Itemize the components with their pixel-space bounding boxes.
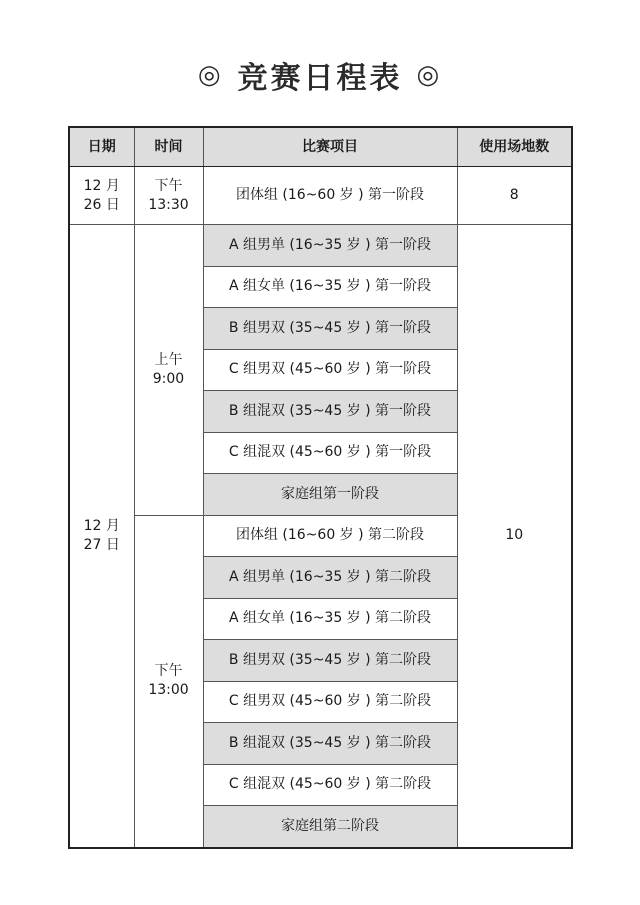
header-courts: 使用场地数 <box>457 127 572 167</box>
time-period: 下午 <box>154 663 183 679</box>
header-date: 日期 <box>69 127 134 167</box>
date-cell <box>69 225 134 848</box>
bullseye-right-icon: ◎ <box>416 60 443 90</box>
event-cell: 家庭组第一阶段 <box>203 474 457 516</box>
header-time: 时间 <box>134 127 203 167</box>
schedule-table <box>68 126 573 849</box>
header-event: 比赛项目 <box>203 127 457 167</box>
date-month: 12 月 <box>83 177 120 194</box>
time-period: 上午 <box>154 351 183 368</box>
courts-cell: 10 <box>457 225 572 848</box>
header-row <box>69 127 572 167</box>
event-cell: A 组女单 (16~35 岁 ) 第一阶段 <box>203 266 457 308</box>
courts-cell: 8 <box>457 167 572 225</box>
time-clock: 13:30 <box>148 196 189 213</box>
event-cell: B 组混双 (35~45 岁 ) 第一阶段 <box>203 391 457 433</box>
date-day: 26 日 <box>83 196 120 213</box>
event-cell: 家庭组第二阶段 <box>203 806 457 848</box>
event-cell: B 组混双 (35~45 岁 ) 第二阶段 <box>203 723 457 765</box>
time-clock: 13:00 <box>148 682 189 698</box>
bullseye-left-icon: ◎ <box>197 60 224 90</box>
time-cell <box>134 515 203 848</box>
event-cell: C 组男双 (45~60 岁 ) 第二阶段 <box>203 681 457 723</box>
event-cell: A 组男单 (16~35 岁 ) 第一阶段 <box>203 225 457 267</box>
date-day: 27 日 <box>83 536 120 553</box>
table-row <box>69 167 572 225</box>
event-cell: C 组男双 (45~60 岁 ) 第一阶段 <box>203 349 457 391</box>
event-cell: C 组混双 (45~60 岁 ) 第一阶段 <box>203 432 457 474</box>
time-cell <box>134 225 203 516</box>
date-month: 12 月 <box>83 517 120 534</box>
table-row <box>69 225 572 267</box>
time-period: 下午 <box>154 177 183 194</box>
title-text: 竞赛日程表 <box>237 61 403 96</box>
page-title <box>0 50 640 100</box>
date-cell <box>69 167 134 225</box>
time-cell <box>134 167 203 225</box>
event-cell: B 组男双 (35~45 岁 ) 第二阶段 <box>203 640 457 682</box>
event-cell: B 组男双 (35~45 岁 ) 第一阶段 <box>203 308 457 350</box>
event-cell: 团体组 (16~60 岁 ) 第二阶段 <box>203 515 457 557</box>
event-cell: A 组女单 (16~35 岁 ) 第二阶段 <box>203 598 457 640</box>
time-clock: 9:00 <box>152 370 185 387</box>
event-cell: A 组男单 (16~35 岁 ) 第二阶段 <box>203 557 457 599</box>
event-cell: 团体组 (16~60 岁 ) 第一阶段 <box>203 167 457 225</box>
event-cell: C 组混双 (45~60 岁 ) 第二阶段 <box>203 764 457 806</box>
